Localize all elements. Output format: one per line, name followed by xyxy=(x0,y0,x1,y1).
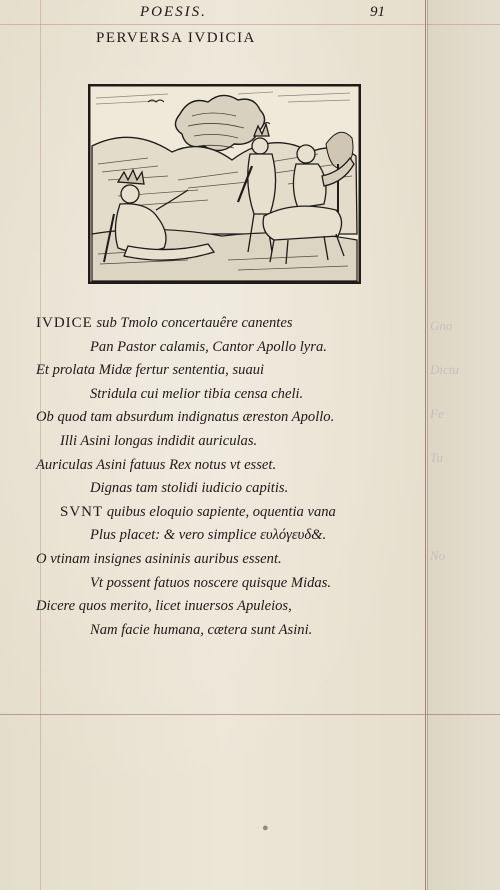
paper-blemish: ● xyxy=(262,822,269,834)
poem-line: Dicere quos merito, licet inuersos Apuleios, xyxy=(36,598,292,615)
woodcut-illustration xyxy=(88,84,361,284)
running-head: POESIS. xyxy=(140,4,207,20)
initial-word: IVDICE xyxy=(36,315,93,331)
emblem-motto: PERVERSA IVDICIA xyxy=(96,30,256,46)
footer-rule xyxy=(0,714,500,715)
poem-line: Nam facie humana, cætera sunt Asini. xyxy=(90,621,313,638)
poem-line: Dignas tam stolidi iudicio capitis. xyxy=(90,480,289,497)
show-through-text: Tu xyxy=(430,450,444,465)
poem-line: Ob quod tam absurdum indignatus æreston Apollo. xyxy=(36,409,335,426)
poem-line: Pan Pastor calamis, Cantor Apollo lyra. xyxy=(90,338,327,355)
margin-rule-right-inner xyxy=(427,0,428,890)
poem-line xyxy=(36,312,426,336)
poem-line xyxy=(36,501,426,525)
header-rule xyxy=(0,24,500,25)
initial-word: SVNT xyxy=(60,503,104,520)
poem-line: Et prolata Midæ fertur sententia, suaui xyxy=(36,362,265,379)
poem-line: Vt possent fatuos noscere quisque Midas. xyxy=(90,574,332,591)
poem-line: Stridula cui melior tibia censa cheli. xyxy=(90,385,304,402)
poem-line: Illi Asini longas indidit auriculas. xyxy=(60,432,258,449)
show-through-text: Dictu xyxy=(430,362,459,377)
poem-line: O vtinam insignes asininis auribus essent. xyxy=(36,550,282,567)
page-number: 91 xyxy=(370,4,385,20)
show-through-text: No xyxy=(430,548,446,563)
show-through-text: Gno xyxy=(430,318,453,333)
poem-line: Auriculas Asini fatuus Rex notus vt esset. xyxy=(36,456,277,473)
poem-line-text: quibus eloquio sapiente, oquentia vana xyxy=(103,503,336,520)
show-through-text: Fe xyxy=(430,406,444,421)
facing-page-edge xyxy=(428,0,500,890)
poem-line-text: sub Tmolo concertauêre canentes xyxy=(92,315,293,331)
poem-line: Plus placet: & vero simplice ευλόγευδ&. xyxy=(90,527,327,544)
poem xyxy=(36,312,426,642)
